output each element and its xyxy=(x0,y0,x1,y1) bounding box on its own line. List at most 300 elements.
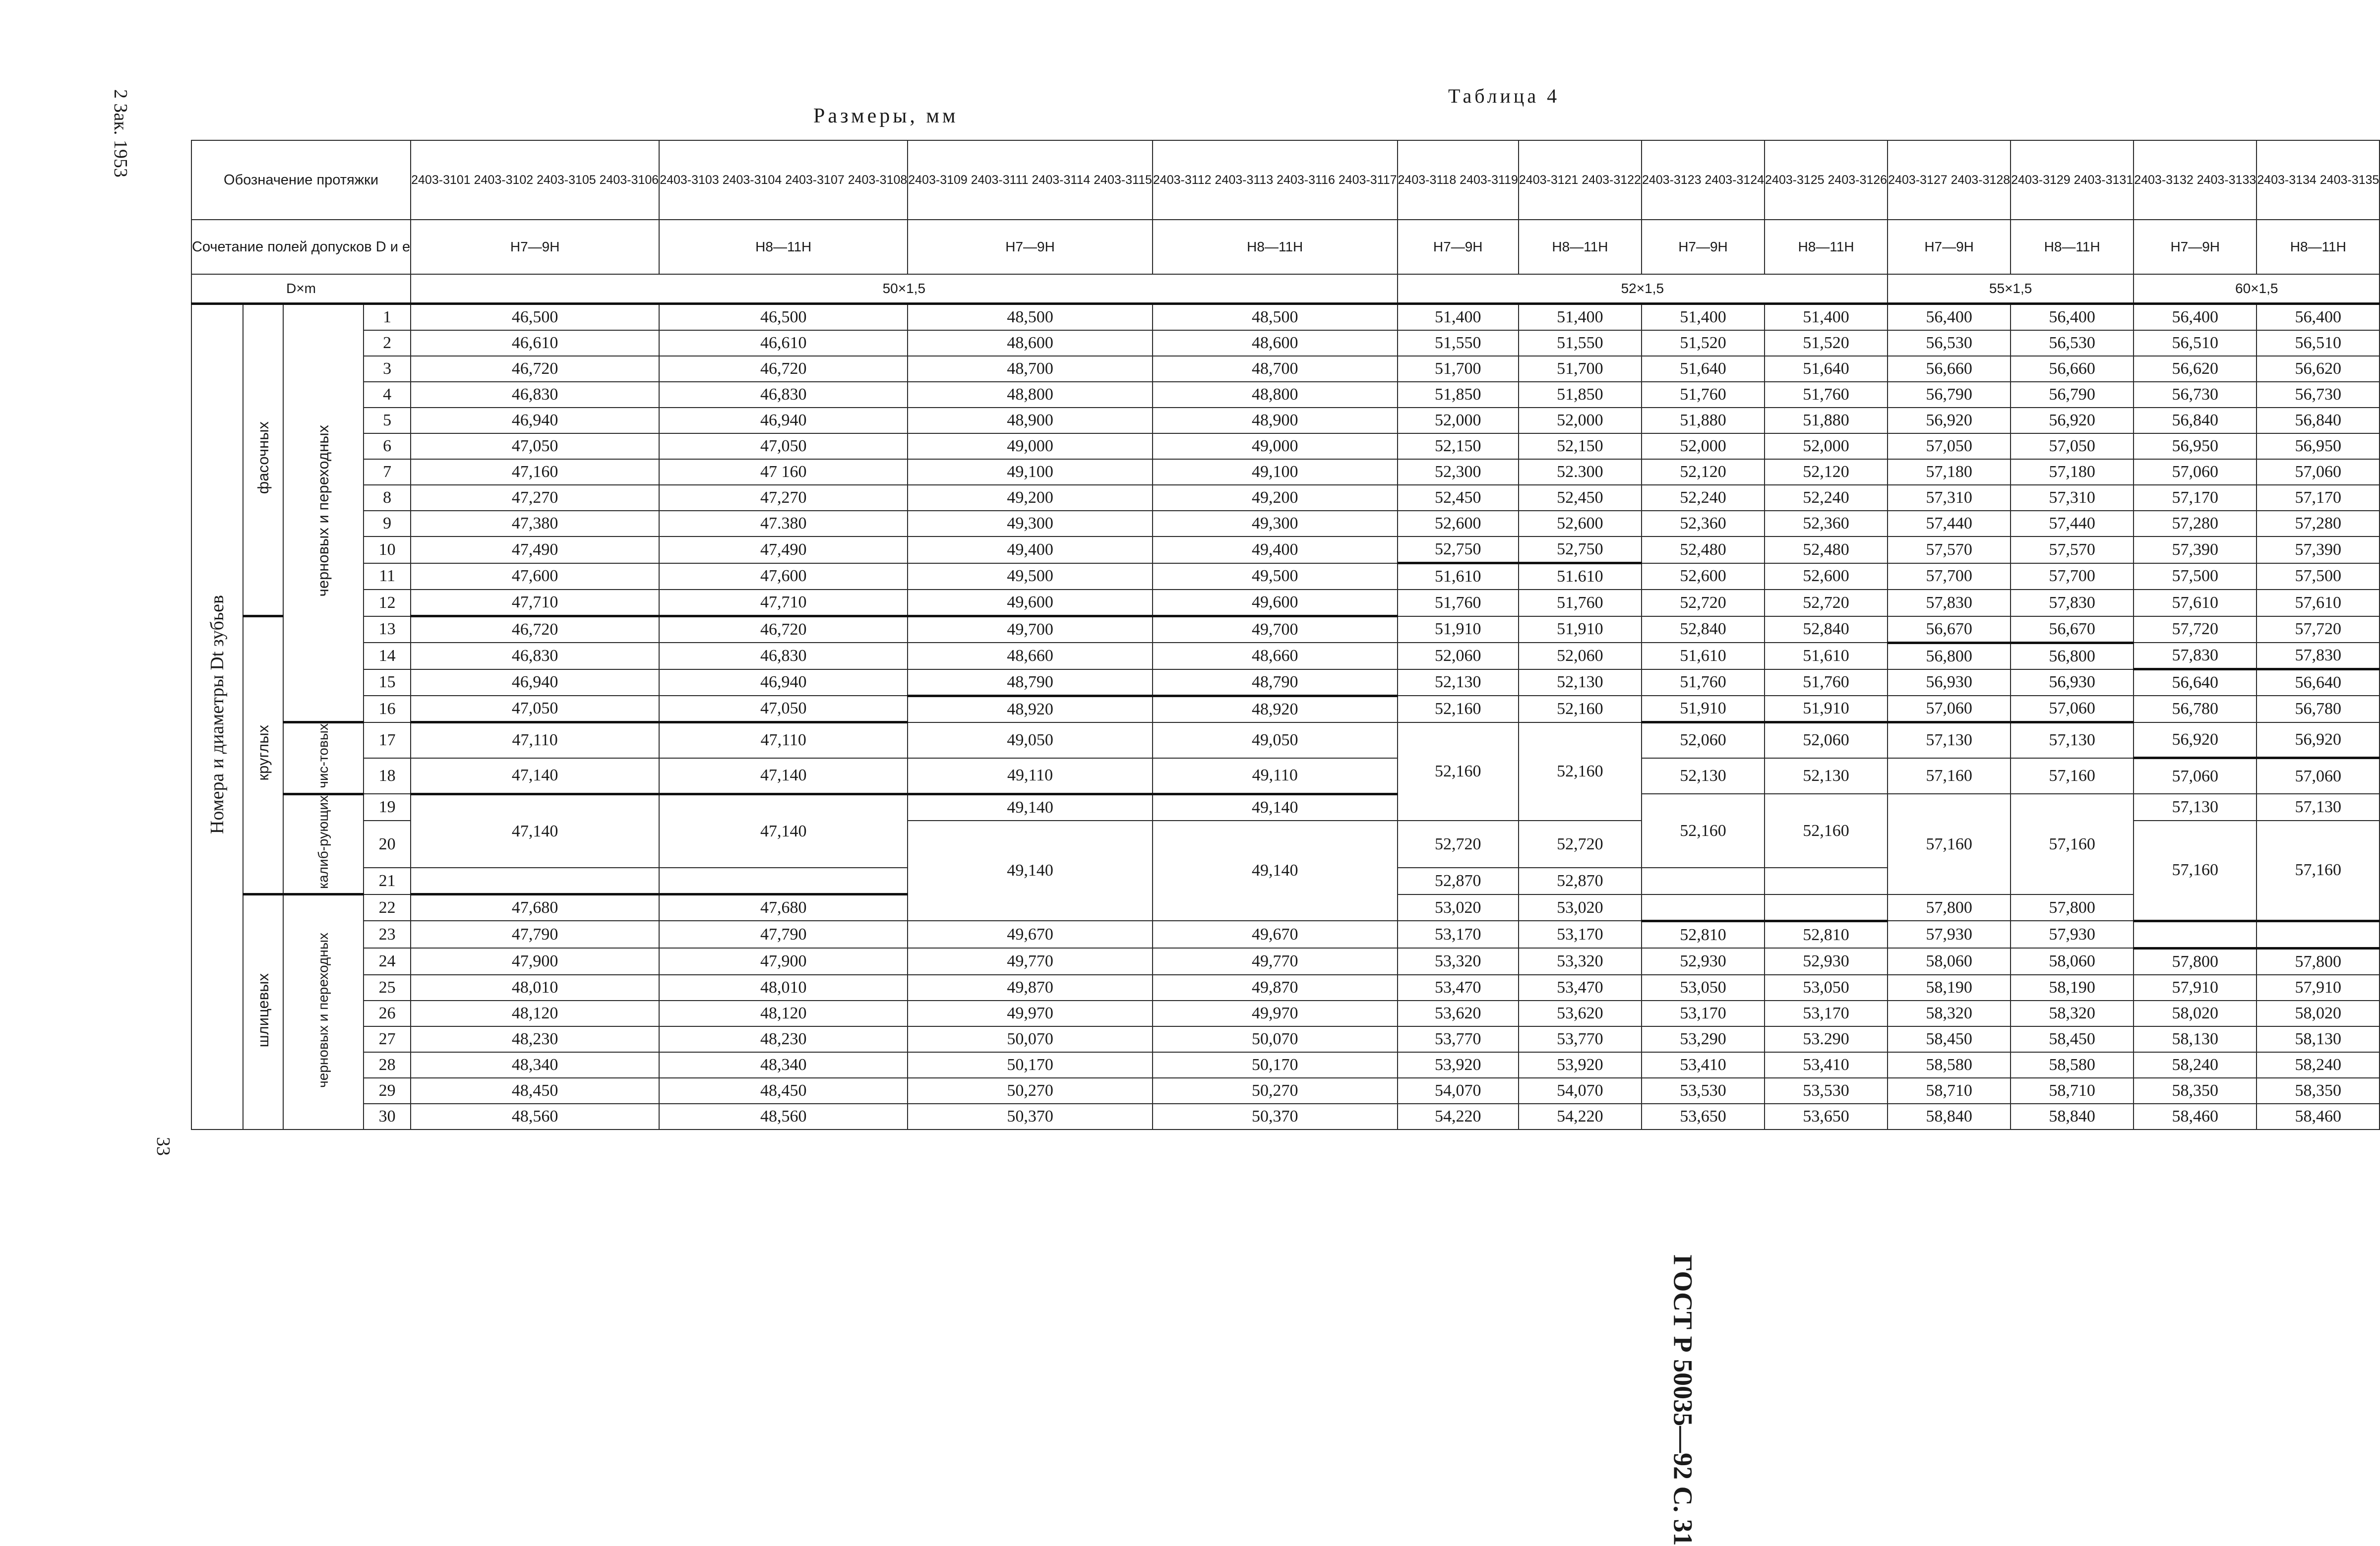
diameter-cell: 48,560 xyxy=(659,1104,908,1130)
dm-group-value: 50×1,5 xyxy=(882,281,926,296)
tolerance-cell xyxy=(1765,220,1888,274)
diameter-cell: 46,720 xyxy=(659,356,908,382)
diameter-cell: 56,530 xyxy=(1888,330,2011,356)
diameter-cell: 51,610 xyxy=(1765,643,1888,669)
diameter-cell: 51,700 xyxy=(1519,356,1642,382)
tooth-number: 26 xyxy=(364,1001,411,1026)
diameter-cell: 47,050 xyxy=(411,433,659,459)
diameter-cell: 48,600 xyxy=(908,330,1153,356)
tooth-number: 4 xyxy=(364,382,411,408)
diameter-cell: 49,670 xyxy=(1153,921,1398,948)
tooth-number: 8 xyxy=(364,485,411,511)
tooth-number: 11 xyxy=(364,563,411,590)
diameter-cell: 57,160 xyxy=(2011,758,2134,794)
diameter-cell: 52,130 xyxy=(1765,758,1888,794)
diameter-cell xyxy=(1642,868,1765,894)
diameter-cell: 46,720 xyxy=(411,356,659,382)
tolerance-value: H8—11H xyxy=(1552,239,1608,254)
diameter-cell: 51,760 xyxy=(1398,590,1519,616)
tolerance-cell xyxy=(411,220,659,274)
diameter-cell: 51,550 xyxy=(1519,330,1642,356)
diameter-cell: 52,160 xyxy=(1642,794,1765,868)
diameter-cell: 52,480 xyxy=(1765,536,1888,563)
diameter-cell: 52,870 xyxy=(1519,868,1642,894)
diameter-cell: 51,640 xyxy=(1642,356,1765,382)
diameter-cell: 50,270 xyxy=(908,1078,1153,1104)
tolerance-value: H7—9H xyxy=(1678,239,1728,254)
table-label: Таблица 4 xyxy=(1448,85,1560,107)
diameter-cell: 46,940 xyxy=(411,408,659,433)
diameter-cell: 56,800 xyxy=(2011,643,2134,669)
table-row xyxy=(191,758,2380,794)
diameter-cell: 57,170 xyxy=(2257,485,2380,511)
diameter-cell: 52,150 xyxy=(1519,433,1642,459)
diameter-cell: 56,640 xyxy=(2134,669,2257,696)
diameter-cell: 57,160 xyxy=(1888,758,2011,794)
diameter-cell: 56,930 xyxy=(2011,669,2134,696)
diameter-cell: 50,170 xyxy=(1153,1052,1398,1078)
diameter-cell: 56,950 xyxy=(2257,433,2380,459)
table-row xyxy=(191,511,2380,536)
print-order-number: 2 Зак. 1953 xyxy=(110,89,131,178)
diameter-cell: 53,470 xyxy=(1519,975,1642,1001)
diameter-cell: 52,000 xyxy=(1398,408,1519,433)
diameter-cell: 51,520 xyxy=(1765,330,1888,356)
diameter-cell: 56,840 xyxy=(2134,408,2257,433)
diameter-cell: 52,160 xyxy=(1765,794,1888,868)
subgroup-label: черновых и переходных xyxy=(314,424,332,597)
diameter-cell: 58,460 xyxy=(2257,1104,2380,1130)
diameter-cell: 57,050 xyxy=(2011,433,2134,459)
diameter-cell: 50,070 xyxy=(908,1026,1153,1052)
diameter-cell: 53,290 xyxy=(1642,1026,1765,1052)
diameter-cell: 49,200 xyxy=(908,485,1153,511)
dm-group-value: 60×1,5 xyxy=(2235,281,2278,296)
tolerance-cell xyxy=(1642,220,1765,274)
diameter-cell: 49,140 xyxy=(1153,794,1398,821)
diameter-cell: 52,870 xyxy=(1398,868,1519,894)
tooth-number: 30 xyxy=(364,1104,411,1130)
diameter-cell: 52,240 xyxy=(1765,485,1888,511)
diameter-cell: 48,500 xyxy=(908,304,1153,331)
tooth-number: 21 xyxy=(364,868,411,894)
designation-code: 2403-3118 2403-3119 xyxy=(1398,173,1518,187)
diameter-cell: 57,060 xyxy=(2134,459,2257,485)
diameter-cell: 52,810 xyxy=(1765,921,1888,948)
table-row xyxy=(191,485,2380,511)
diameter-cell: 51,760 xyxy=(1519,590,1642,616)
diameter-cell: 56,950 xyxy=(2134,433,2257,459)
diameter-cell: 46,830 xyxy=(659,643,908,669)
diameter-cell: 52,000 xyxy=(1765,433,1888,459)
diameter-cell: 52,600 xyxy=(1765,563,1888,590)
diameter-cell: 53.290 xyxy=(1765,1026,1888,1052)
diameter-cell: 48,010 xyxy=(659,975,908,1001)
diameter-cell: 47,140 xyxy=(411,794,659,868)
tooth-number: 5 xyxy=(364,408,411,433)
diameter-cell: 51,550 xyxy=(1398,330,1519,356)
diameter-cell: 47,790 xyxy=(411,921,659,948)
diameter-cell: 57,160 xyxy=(2257,821,2380,921)
diameter-cell: 49,770 xyxy=(908,948,1153,975)
tolerance-cell xyxy=(2134,220,2257,274)
tooth-number: 18 xyxy=(364,758,411,794)
diameter-cell: 53,170 xyxy=(1519,921,1642,948)
diameter-cell: 49,300 xyxy=(1153,511,1398,536)
designation-code: 2403-3129 2403-3131 xyxy=(2011,173,2134,187)
diameter-cell: 58,350 xyxy=(2257,1078,2380,1104)
diameter-cell: 49,500 xyxy=(1153,563,1398,590)
diameter-cell: 47,270 xyxy=(411,485,659,511)
dm-group-value: 55×1,5 xyxy=(1989,281,2032,296)
diameter-cell: 52,120 xyxy=(1642,459,1765,485)
diameter-cell: 48,800 xyxy=(908,382,1153,408)
designation-code: 2403-3112 2403-3113 2403-3116 2403-3117 xyxy=(1153,173,1397,187)
diameter-cell: 57,800 xyxy=(2134,948,2257,975)
diameter-cell: 52,720 xyxy=(1642,590,1765,616)
diameter-cell: 47,600 xyxy=(411,563,659,590)
diameter-cell: 46,720 xyxy=(659,616,908,643)
diameter-cell: 52,720 xyxy=(1398,821,1519,868)
diameter-cell: 52,450 xyxy=(1519,485,1642,511)
diameter-cell: 58,020 xyxy=(2134,1001,2257,1026)
sub-chistovyh xyxy=(283,722,364,794)
diameter-cell: 46,830 xyxy=(411,382,659,408)
diameter-cell: 58,450 xyxy=(1888,1026,2011,1052)
tooth-number: 29 xyxy=(364,1078,411,1104)
diameter-cell: 58,060 xyxy=(1888,948,2011,975)
tolerance-cell xyxy=(2011,220,2134,274)
subgroup-label: калиб-рующих xyxy=(315,795,331,889)
designation-code: 2403-3132 2403-3133 xyxy=(2134,173,2257,187)
tooth-number: 7 xyxy=(364,459,411,485)
diameter-cell: 49,700 xyxy=(908,616,1153,643)
sub-chernovyh-perehodnyh xyxy=(283,304,364,722)
diameter-cell: 58,840 xyxy=(1888,1104,2011,1130)
diameter-cell: 53,410 xyxy=(1765,1052,1888,1078)
designation-code: 2403-3109 2403-3111 2403-3114 2403-3115 xyxy=(908,173,1152,187)
tooth-number: 9 xyxy=(364,511,411,536)
diameter-cell: 53,320 xyxy=(1519,948,1642,975)
diameter-cell: 49,700 xyxy=(1153,616,1398,643)
designation-code-cell xyxy=(411,140,659,220)
diameter-cell: 57,160 xyxy=(2134,821,2257,921)
diameter-cell: 57,310 xyxy=(2011,485,2134,511)
diameter-cell: 57,720 xyxy=(2134,616,2257,643)
diameter-cell: 48,450 xyxy=(659,1078,908,1104)
diameter-cell: 57,160 xyxy=(1888,794,2011,894)
tolerance-value: H7—9H xyxy=(1005,239,1055,254)
diameter-cell: 51,910 xyxy=(1765,696,1888,722)
diameter-cell: 49,870 xyxy=(908,975,1153,1001)
diameter-cell: 48,230 xyxy=(659,1026,908,1052)
diameter-cell: 56,920 xyxy=(1888,408,2011,433)
axis-label-cell xyxy=(191,304,243,1130)
diameter-cell: 52,480 xyxy=(1642,536,1765,563)
diameter-cell: 52,840 xyxy=(1642,616,1765,643)
tolerance-cell xyxy=(1519,220,1642,274)
diameter-cell xyxy=(1765,894,1888,921)
diameter-cell: 58,130 xyxy=(2134,1026,2257,1052)
table-row xyxy=(191,356,2380,382)
diameter-cell: 57,050 xyxy=(1888,433,2011,459)
sub-kalibruyushchih xyxy=(283,794,364,894)
diameter-cell: 56,670 xyxy=(1888,616,2011,643)
tooth-number: 25 xyxy=(364,975,411,1001)
diameter-cell: 57,930 xyxy=(1888,921,2011,948)
diameter-cell: 49,770 xyxy=(1153,948,1398,975)
diameter-cell: 57,440 xyxy=(2011,511,2134,536)
diameter-cell: 52,600 xyxy=(1519,511,1642,536)
diameter-cell: 52,160 xyxy=(1398,696,1519,722)
designation-code-cell xyxy=(1642,140,1765,220)
tooth-number: 22 xyxy=(364,894,411,921)
diameter-cell xyxy=(1765,868,1888,894)
diameter-cell: 57,930 xyxy=(2011,921,2134,948)
diameter-cell: 47,380 xyxy=(411,511,659,536)
diameter-cell: 53,050 xyxy=(1642,975,1765,1001)
diameter-cell: 46,940 xyxy=(659,408,908,433)
group-shlicevyh xyxy=(243,894,283,1130)
diameter-cell: 51,760 xyxy=(1642,669,1765,696)
designation-label-cell: Обозначение протяжки xyxy=(191,140,411,220)
diameter-cell: 49,970 xyxy=(1153,1001,1398,1026)
sizes-caption: Размеры, мм xyxy=(813,105,959,127)
diameter-cell: 56,400 xyxy=(2011,304,2134,331)
diameter-cell: 52,060 xyxy=(1765,722,1888,758)
diameter-cell: 52,750 xyxy=(1398,536,1519,563)
diameter-cell: 53,620 xyxy=(1519,1001,1642,1026)
diameter-cell xyxy=(2134,921,2257,948)
axis-label: Номера и диаметры Dt зубьев xyxy=(207,595,228,834)
diameter-cell: 53,410 xyxy=(1642,1052,1765,1078)
group-label: круглых xyxy=(254,725,272,781)
diameter-cell: 46,500 xyxy=(659,304,908,331)
diameter-cell: 47,900 xyxy=(659,948,908,975)
diameter-cell: 48,120 xyxy=(659,1001,908,1026)
table-row xyxy=(191,330,2380,356)
diameter-cell: 48,920 xyxy=(1153,696,1398,722)
diameter-cell: 58,460 xyxy=(2134,1104,2257,1130)
diameter-cell: 58,060 xyxy=(2011,948,2134,975)
diameter-cell: 57,130 xyxy=(2134,794,2257,821)
diameter-cell: 49,600 xyxy=(1153,590,1398,616)
tolerance-row xyxy=(191,220,2380,274)
diameter-cell: 48,800 xyxy=(1153,382,1398,408)
diameter-cell: 50,370 xyxy=(908,1104,1153,1130)
diameter-cell: 56,790 xyxy=(1888,382,2011,408)
diameter-cell: 47,140 xyxy=(659,794,908,868)
diameter-cell: 58,710 xyxy=(2011,1078,2134,1104)
diameter-cell: 57,800 xyxy=(2011,894,2134,921)
table-row xyxy=(191,794,2380,821)
tooth-number: 6 xyxy=(364,433,411,459)
tolerance-cell xyxy=(1398,220,1519,274)
designation-row xyxy=(191,140,2380,220)
designation-code: 2403-3125 2403-3126 xyxy=(1765,173,1888,187)
diameter-cell: 47 160 xyxy=(659,459,908,485)
diameter-cell: 48,340 xyxy=(411,1052,659,1078)
diameter-cell: 47,710 xyxy=(411,590,659,616)
diameter-cell: 48,900 xyxy=(908,408,1153,433)
tooth-number: 14 xyxy=(364,643,411,669)
diameter-cell: 47,710 xyxy=(659,590,908,616)
designation-code: 2403-3123 2403-3124 xyxy=(1642,173,1765,187)
diameter-cell: 47,490 xyxy=(659,536,908,563)
diameter-cell: 56,510 xyxy=(2134,330,2257,356)
tolerance-cell xyxy=(659,220,908,274)
designation-code-cell xyxy=(1519,140,1642,220)
table-row xyxy=(191,722,2380,758)
diameter-cell: 53,020 xyxy=(1398,894,1519,921)
diameter-cell: 52,130 xyxy=(1398,669,1519,696)
table-row xyxy=(191,1001,2380,1026)
diameter-cell: 51,910 xyxy=(1398,616,1519,643)
diameter-cell: 53,050 xyxy=(1765,975,1888,1001)
diameter-cell: 52,000 xyxy=(1519,408,1642,433)
table-row xyxy=(191,1104,2380,1130)
diameter-cell: 52,600 xyxy=(1642,563,1765,590)
diameter-cell: 51,760 xyxy=(1765,382,1888,408)
diameter-cell: 52,120 xyxy=(1765,459,1888,485)
tooth-number: 27 xyxy=(364,1026,411,1052)
diameter-cell: 56,640 xyxy=(2257,669,2380,696)
table-row xyxy=(191,459,2380,485)
diameter-cell: 49,110 xyxy=(1153,758,1398,794)
diameter-cell: 53,650 xyxy=(1642,1104,1765,1130)
diameter-cell: 48,700 xyxy=(908,356,1153,382)
diameter-cell: 57,280 xyxy=(2134,511,2257,536)
diameter-cell: 48,010 xyxy=(411,975,659,1001)
diameter-cell: 58,840 xyxy=(2011,1104,2134,1130)
diameter-cell: 52,360 xyxy=(1765,511,1888,536)
designation-code-cell xyxy=(2134,140,2257,220)
diameter-cell: 48,230 xyxy=(411,1026,659,1052)
tooth-number: 2 xyxy=(364,330,411,356)
diameter-cell: 47,600 xyxy=(659,563,908,590)
diameter-cell: 58,580 xyxy=(1888,1052,2011,1078)
sub-chernovyh-perehodnyh-2 xyxy=(283,894,364,1130)
diameter-cell: 57,910 xyxy=(2257,975,2380,1001)
diameter-cell: 52,160 xyxy=(1519,696,1642,722)
diameter-cell: 51,640 xyxy=(1765,356,1888,382)
diameter-cell: 56,730 xyxy=(2134,382,2257,408)
tooth-number: 24 xyxy=(364,948,411,975)
diameter-cell: 58,240 xyxy=(2257,1052,2380,1078)
diameter-cell: 46,610 xyxy=(411,330,659,356)
diameter-cell: 56,400 xyxy=(2134,304,2257,331)
diameter-cell: 57,700 xyxy=(2011,563,2134,590)
diameter-cell: 57,130 xyxy=(2011,722,2134,758)
tolerance-label-cell: Сочетание полей допусков D и e xyxy=(191,220,411,274)
diameter-cell: 57,830 xyxy=(2134,643,2257,669)
diameter-cell: 47,110 xyxy=(411,722,659,758)
diameter-cell xyxy=(411,868,659,894)
tolerance-value: H7—9H xyxy=(2170,239,2220,254)
tooth-number: 16 xyxy=(364,696,411,722)
diameter-cell: 51,850 xyxy=(1519,382,1642,408)
standard-reference: ГОСТ Р 50035—92 С. 31 xyxy=(1668,1254,1698,1546)
tooth-number: 23 xyxy=(364,921,411,948)
diameter-cell: 47,140 xyxy=(659,758,908,794)
diameter-cell: 57,390 xyxy=(2257,536,2380,563)
diameter-cell: 57,170 xyxy=(2134,485,2257,511)
diameter-cell: 52,240 xyxy=(1642,485,1765,511)
diameter-cell: 51,700 xyxy=(1398,356,1519,382)
diameter-cell: 52,930 xyxy=(1642,948,1765,975)
diameter-cell: 54,070 xyxy=(1519,1078,1642,1104)
diameter-cell: 48,660 xyxy=(908,643,1153,669)
diameter-cell: 53,770 xyxy=(1398,1026,1519,1052)
diameter-cell: 57,830 xyxy=(1888,590,2011,616)
diameter-cell: 46,720 xyxy=(411,616,659,643)
tolerance-value: H8—11H xyxy=(2044,239,2100,254)
diameter-cell: 56,840 xyxy=(2257,408,2380,433)
diameter-cell: 53,920 xyxy=(1398,1052,1519,1078)
tooth-number: 17 xyxy=(364,722,411,758)
diameter-cell: 53,320 xyxy=(1398,948,1519,975)
tooth-number: 1 xyxy=(364,304,411,331)
diameter-cell: 46,610 xyxy=(659,330,908,356)
diameter-cell: 48,920 xyxy=(908,696,1153,722)
diameter-cell xyxy=(1642,894,1765,921)
diameter-cell: 56,400 xyxy=(2257,304,2380,331)
diameter-cell: 57,180 xyxy=(2011,459,2134,485)
diameter-cell: 57,830 xyxy=(2011,590,2134,616)
tooth-number: 28 xyxy=(364,1052,411,1078)
diameter-cell: 51,610 xyxy=(1398,563,1519,590)
diameter-cell: 53,170 xyxy=(1398,921,1519,948)
diameter-cell: 53,530 xyxy=(1765,1078,1888,1104)
diameter-cell: 51.610 xyxy=(1519,563,1642,590)
diameter-cell: 56,800 xyxy=(1888,643,2011,669)
diameter-cell: 48,790 xyxy=(1153,669,1398,696)
diameter-cell: 54,220 xyxy=(1519,1104,1642,1130)
diameter-cell: 57,720 xyxy=(2257,616,2380,643)
diameter-cell: 53,170 xyxy=(1765,1001,1888,1026)
diameter-cell: 50,370 xyxy=(1153,1104,1398,1130)
diameter-cell: 57,280 xyxy=(2257,511,2380,536)
designation-code: 2403-3127 2403-3128 xyxy=(1888,173,2011,187)
table-row xyxy=(191,1078,2380,1104)
diameter-cell: 58,190 xyxy=(1888,975,2011,1001)
diameter-cell: 47,110 xyxy=(659,722,908,758)
diameter-cell: 56,780 xyxy=(2134,696,2257,722)
table-row xyxy=(191,304,2380,331)
diameter-cell: 57,570 xyxy=(2011,536,2134,563)
diameter-cell: 51,910 xyxy=(1642,696,1765,722)
diameter-cell: 49,000 xyxy=(1153,433,1398,459)
group-kruglyh xyxy=(243,616,283,894)
table-row xyxy=(191,590,2380,616)
designation-code: 2403-3103 2403-3104 2403-3107 2403-3108 xyxy=(660,173,908,187)
diameter-cell: 58,450 xyxy=(2011,1026,2134,1052)
diameter-cell: 56,920 xyxy=(2011,408,2134,433)
diameter-cell: 46,830 xyxy=(411,643,659,669)
designation-code: 2403-3134 2403-3135 xyxy=(2257,173,2380,187)
diameter-cell: 52,720 xyxy=(1519,821,1642,868)
designation-code-cell xyxy=(1153,140,1398,220)
diameter-cell: 52,160 xyxy=(1398,722,1519,821)
diameter-cell: 49,400 xyxy=(908,536,1153,563)
diameter-cell: 49,100 xyxy=(1153,459,1398,485)
diameter-cell: 47,680 xyxy=(659,894,908,921)
diameter-cell: 51,400 xyxy=(1519,304,1642,331)
diameter-cell: 47,790 xyxy=(659,921,908,948)
diameter-cell: 48,500 xyxy=(1153,304,1398,331)
tooth-number: 13 xyxy=(364,616,411,643)
diameter-cell: 49,140 xyxy=(1153,821,1398,921)
